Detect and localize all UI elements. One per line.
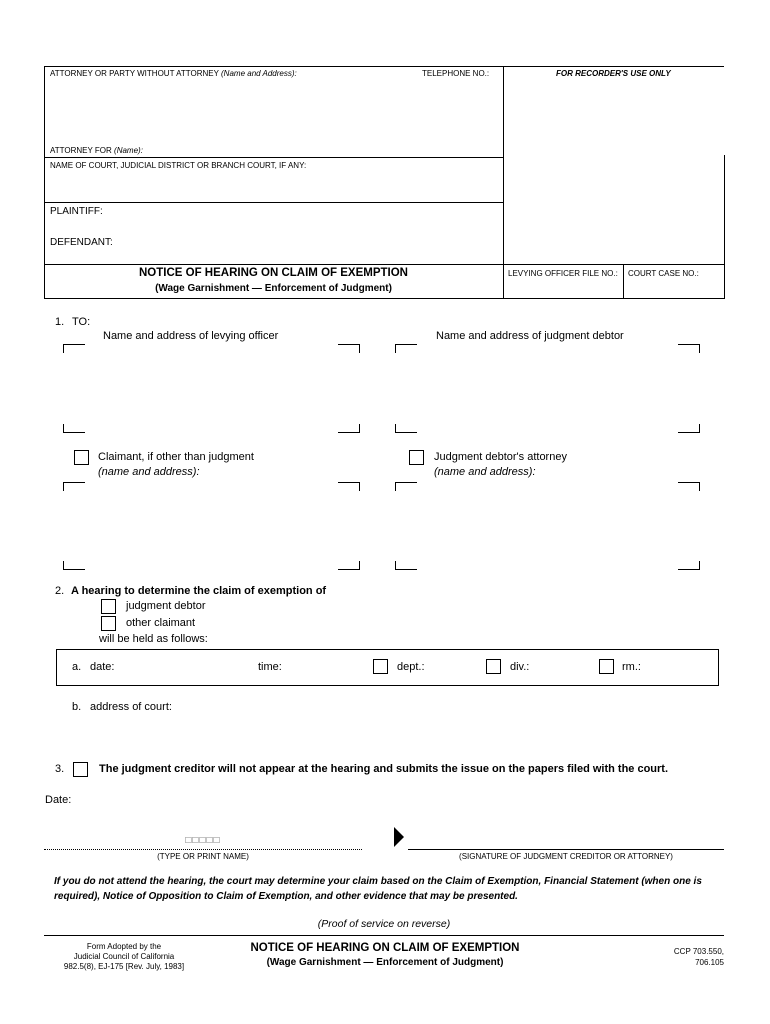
warning-text: If you do not attend the hearing, the court may determine your claim based on the Claim of Exemption, Financial Statement (when one is required), Notice of Opposition to Claim of Exemption, and other evidence that may be presented.	[54, 876, 702, 902]
dept-checkbox[interactable]	[373, 659, 388, 674]
time-label: time:	[258, 661, 282, 673]
telephone-label: TELEPHONE NO.:	[422, 69, 490, 78]
rm-checkbox[interactable]	[599, 659, 614, 674]
rm-label: rm.:	[622, 661, 641, 673]
judgment-debtor-option: judgment debtor	[126, 600, 206, 612]
attorney-for-label: ATTORNEY FOR (Name):	[50, 146, 143, 155]
form-subtitle: (Wage Garnishment — Enforcement of Judgment)	[155, 283, 392, 294]
no-appearance-checkbox[interactable]	[73, 762, 88, 777]
case-no-label: COURT CASE NO.:	[628, 269, 699, 278]
other-claimant-option: other claimant	[126, 617, 196, 629]
item-2a-label: a.	[72, 661, 82, 673]
date-label: date:	[90, 661, 115, 673]
form-title: NOTICE OF HEARING ON CLAIM OF EXEMPTION	[139, 267, 408, 279]
to-label: TO:	[72, 316, 91, 328]
plaintiff-label: PLAINTIFF:	[50, 206, 103, 217]
dept-label: dept.:	[397, 661, 425, 673]
form-adopted-info: Form Adopted by the Judicial Council of California 982.5(8), EJ-175 [Rev. July, 1983]	[63, 942, 185, 971]
date-signed-label: Date:	[45, 794, 72, 806]
div-checkbox[interactable]	[486, 659, 501, 674]
judgment-debtor-label: Name and address of judgment debtor	[436, 330, 624, 342]
court-address-label: address of court:	[90, 701, 172, 713]
court-name-label: NAME OF COURT, JUDICIAL DISTRICT OR BRANCH COURT, IF ANY:	[50, 161, 307, 170]
held-as-label: will be held as follows:	[99, 633, 208, 645]
hearing-heading: A hearing to determine the claim of exemption of	[71, 585, 327, 597]
ccp-reference: CCP 703.550, 706.105	[673, 947, 724, 967]
arrow-icon	[394, 827, 406, 847]
claimant-label: Claimant, if other than judgment	[98, 451, 254, 463]
defendant-label: DEFENDANT:	[50, 237, 113, 248]
debtor-attorney-checkbox[interactable]	[409, 450, 424, 465]
recorder-label: FOR RECORDER'S USE ONLY	[556, 69, 671, 78]
proof-of-service-note: (Proof of service on reverse)	[317, 918, 451, 930]
claimant-checkbox[interactable]	[74, 450, 89, 465]
name-field-value[interactable]: □□□□□	[185, 835, 221, 846]
debtor-attorney-label: Judgment debtor's attorney	[434, 451, 567, 463]
debtor-attorney-hint: (name and address):	[434, 466, 536, 478]
levying-officer-label: Name and address of levying officer	[103, 330, 279, 342]
signature-label: (SIGNATURE OF JUDGMENT CREDITOR OR ATTORNEY)	[459, 852, 673, 861]
item-3-number: 3.	[55, 763, 65, 775]
levying-file-label: LEVYING OFFICER FILE NO.:	[508, 269, 618, 278]
no-appearance-text: The judgment creditor will not appear at the hearing and submits the issue on the papers filed with the court.	[99, 763, 669, 775]
signature-line[interactable]	[408, 849, 724, 850]
other-claimant-checkbox[interactable]	[101, 616, 116, 631]
footer-subtitle: (Wage Garnishment — Enforcement of Judgment)	[266, 957, 504, 968]
attorney-label: ATTORNEY OR PARTY WITHOUT ATTORNEY (Name and Address):	[50, 69, 297, 78]
footer-divider	[44, 935, 724, 936]
name-line	[44, 849, 362, 850]
footer-title: NOTICE OF HEARING ON CLAIM OF EXEMPTION	[250, 942, 520, 954]
item-2b-label: b.	[72, 701, 82, 713]
div-label: div.:	[510, 661, 530, 673]
judgment-debtor-checkbox[interactable]	[101, 599, 116, 614]
type-name-label: (TYPE OR PRINT NAME)	[157, 852, 249, 861]
item-1-number: 1.	[55, 316, 65, 328]
claimant-hint: (name and address):	[98, 466, 200, 478]
item-2-number: 2.	[55, 585, 65, 597]
